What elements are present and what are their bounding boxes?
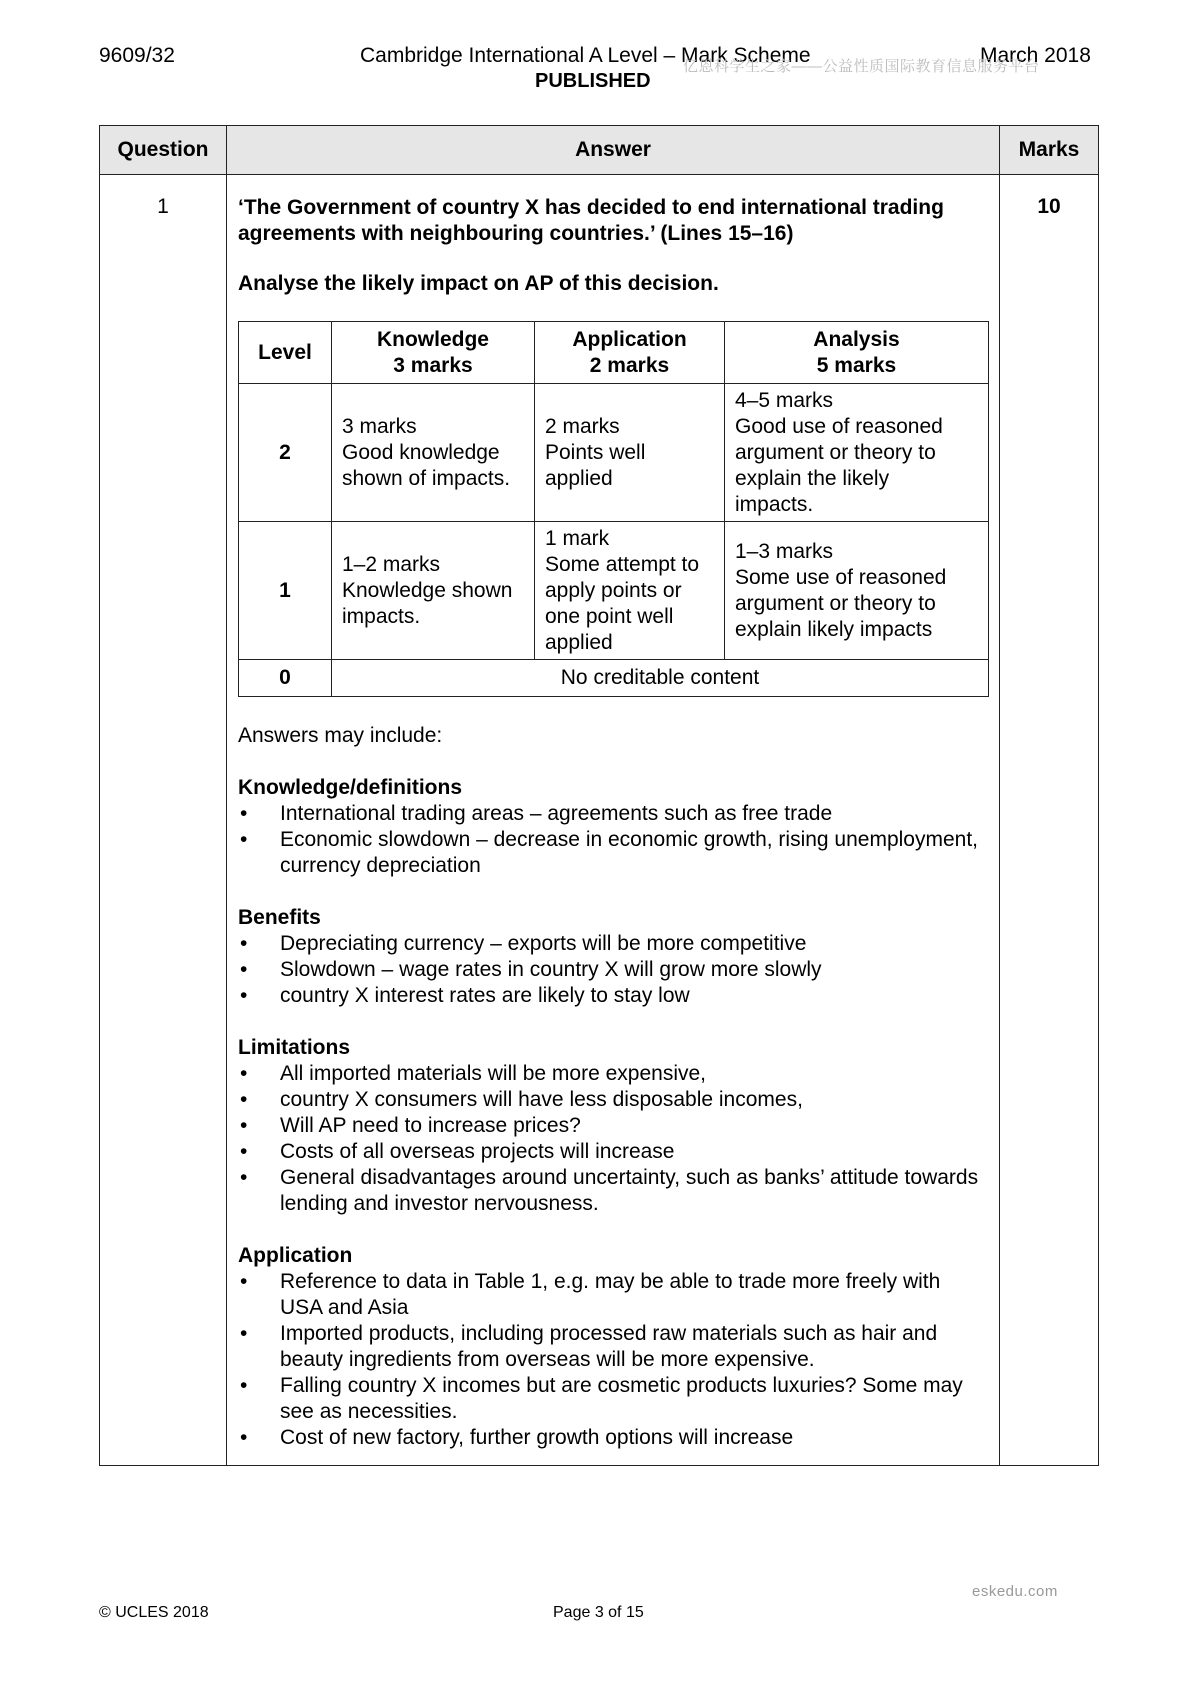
- list-item-text: Costs of all overseas projects will increase: [280, 1140, 675, 1163]
- analysis-header-marks: 5 marks: [816, 353, 897, 377]
- cell-line: explain likely impacts: [735, 617, 933, 641]
- level-header: Level: [239, 322, 332, 384]
- cell-line: impacts.: [735, 492, 814, 516]
- knowledge-cell: [332, 384, 535, 522]
- published-label: PUBLISHED: [535, 70, 651, 92]
- bullet-icon: •: [240, 1374, 248, 1397]
- copyright-notice: © UCLES 2018: [99, 1604, 209, 1621]
- list-item-text: Economic slowdown – decrease in economic growth, rising unemployment, currency depreciation: [280, 828, 979, 877]
- list-item: [238, 1425, 988, 1451]
- marks-value: 10: [1000, 175, 1099, 1466]
- watermark-text: 亿恩科学生之家——公益性质国际教育信息服务平台: [683, 58, 1040, 75]
- cell-line: 2 marks: [545, 414, 620, 438]
- marks-column-header: Marks: [1000, 126, 1099, 175]
- cell-line: 4–5 marks: [735, 388, 834, 412]
- cell-line: Good knowledge: [342, 440, 500, 464]
- analysis-cell: [725, 384, 989, 522]
- limitations-list: [238, 1061, 988, 1217]
- knowledge-list: [238, 801, 988, 879]
- cell-line: applied: [545, 466, 613, 490]
- list-item-text: Depreciating currency – exports will be more competitive: [280, 932, 807, 955]
- list-item-text: Will AP need to increase prices?: [280, 1114, 581, 1137]
- list-item: [238, 1113, 988, 1139]
- cell-line: argument or theory to: [735, 591, 936, 615]
- bullet-icon: •: [240, 984, 248, 1007]
- bullet-icon: •: [240, 1114, 248, 1137]
- application-header-marks: 2 marks: [589, 353, 670, 377]
- exam-date: March 2018: [980, 44, 1091, 67]
- knowledge-header-marks: 3 marks: [393, 353, 473, 377]
- section-heading-application: Application: [238, 1244, 353, 1267]
- list-item: [238, 801, 988, 827]
- question-prompt: ‘The Government of country X has decided to end international trading agreements with neighbouring countries.’ (Lines 15–16): [238, 196, 944, 245]
- cell-line: Good use of reasoned: [735, 414, 943, 438]
- cell-line: explain the likely: [735, 466, 890, 490]
- list-item-text: Imported products, including processed raw materials such as hair and beauty ingredients from overseas will be more expensive.: [280, 1322, 938, 1371]
- analysis-header-title: Analysis: [813, 327, 900, 351]
- paper-code: 9609/32: [99, 44, 175, 67]
- list-item: [238, 1139, 988, 1165]
- answer-column-header: Answer: [227, 126, 1000, 175]
- level-number: 0: [239, 660, 332, 697]
- list-item-text: Reference to data in Table 1, e.g. may be able to trade more freely with USA and Asia: [280, 1270, 941, 1319]
- application-list: [238, 1269, 988, 1451]
- application-header-title: Application: [572, 327, 687, 351]
- list-item: [238, 1321, 988, 1373]
- list-item-text: All imported materials will be more expensive,: [280, 1062, 706, 1085]
- question-column-header: Question: [100, 126, 227, 175]
- level-descriptor-table: [238, 321, 989, 697]
- cell-line: apply points or: [545, 578, 682, 602]
- cell-line: Points well: [545, 440, 646, 464]
- cell-line: impacts.: [342, 604, 421, 628]
- level-row-0: [239, 660, 989, 697]
- bullet-icon: •: [240, 1140, 248, 1163]
- bullet-icon: •: [240, 802, 248, 825]
- cell-line: 1 mark: [545, 526, 610, 550]
- list-item: [238, 931, 988, 957]
- list-item: [238, 1087, 988, 1113]
- answers-intro: Answers may include:: [238, 724, 443, 747]
- bullet-icon: •: [240, 1426, 248, 1449]
- cell-line: 3 marks: [342, 414, 417, 438]
- table-header-row: [100, 126, 1099, 175]
- bullet-icon: •: [240, 1062, 248, 1085]
- list-item: [238, 983, 988, 1009]
- bullet-icon: •: [240, 1088, 248, 1111]
- level-number: 1: [239, 522, 332, 660]
- question-number: 1: [100, 175, 227, 1466]
- bullet-icon: •: [240, 932, 248, 955]
- application-cell: [535, 522, 725, 660]
- bullet-icon: •: [240, 1270, 248, 1293]
- section-heading-knowledge: Knowledge/definitions: [238, 776, 462, 799]
- list-item-text: General disadvantages around uncertainty, such as banks’ attitude towards lending and investor nervousness.: [280, 1166, 979, 1215]
- knowledge-header-title: Knowledge: [376, 327, 489, 351]
- application-cell: [535, 384, 725, 522]
- bullet-icon: •: [240, 1322, 248, 1345]
- site-watermark: eskedu.com: [972, 1583, 1058, 1600]
- cell-line: applied: [545, 630, 613, 654]
- section-heading-limitations: Limitations: [238, 1036, 351, 1059]
- bullet-icon: •: [240, 958, 248, 981]
- list-item: [238, 1061, 988, 1087]
- bullet-icon: •: [240, 1166, 248, 1189]
- bullet-icon: •: [240, 828, 248, 851]
- page-number: Page 3 of 15: [553, 1604, 644, 1621]
- section-heading-benefits: Benefits: [238, 906, 321, 929]
- mark-scheme-table: [99, 125, 1099, 1466]
- analysis-cell: [725, 522, 989, 660]
- cell-line: argument or theory to: [735, 440, 936, 464]
- list-item-text: Cost of new factory, further growth options will increase: [280, 1426, 794, 1449]
- cell-line: 1–3 marks: [735, 539, 834, 563]
- list-item-text: Slowdown – wage rates in country X will grow more slowly: [280, 958, 822, 981]
- table-row: [100, 175, 1099, 1466]
- list-item: [238, 827, 988, 879]
- list-item: [238, 1269, 988, 1321]
- list-item: [238, 1373, 988, 1425]
- level-table-header: [239, 322, 989, 384]
- list-item-text: country X consumers will have less disposable incomes,: [280, 1088, 803, 1111]
- list-item-text: country X interest rates are likely to stay low: [280, 984, 690, 1007]
- question-instruction: Analyse the likely impact on AP of this decision.: [238, 272, 719, 295]
- cell-line: 1–2 marks: [342, 552, 441, 576]
- list-item-text: Falling country X incomes but are cosmetic products luxuries? Some may see as necessities.: [280, 1374, 963, 1423]
- cell-line: one point well: [545, 604, 674, 628]
- no-creditable-content: No creditable content: [332, 660, 989, 697]
- cell-line: Knowledge shown: [342, 578, 513, 602]
- level-number: 2: [239, 384, 332, 522]
- level-row-1: [239, 522, 989, 660]
- cell-line: shown of impacts.: [342, 466, 511, 490]
- level-row-2: [239, 384, 989, 522]
- cell-line: Some use of reasoned: [735, 565, 947, 589]
- answer-cell: [227, 175, 1000, 1466]
- list-item: [238, 957, 988, 983]
- analysis-header: [725, 322, 989, 384]
- cell-line: Some attempt to: [545, 552, 700, 576]
- benefits-list: [238, 931, 988, 1009]
- knowledge-cell: [332, 522, 535, 660]
- list-item-text: International trading areas – agreements such as free trade: [280, 802, 833, 825]
- document-title: Cambridge International A Level – Mark Scheme: [360, 44, 811, 67]
- list-item: [238, 1165, 988, 1217]
- application-header: [535, 322, 725, 384]
- knowledge-header: [332, 322, 535, 384]
